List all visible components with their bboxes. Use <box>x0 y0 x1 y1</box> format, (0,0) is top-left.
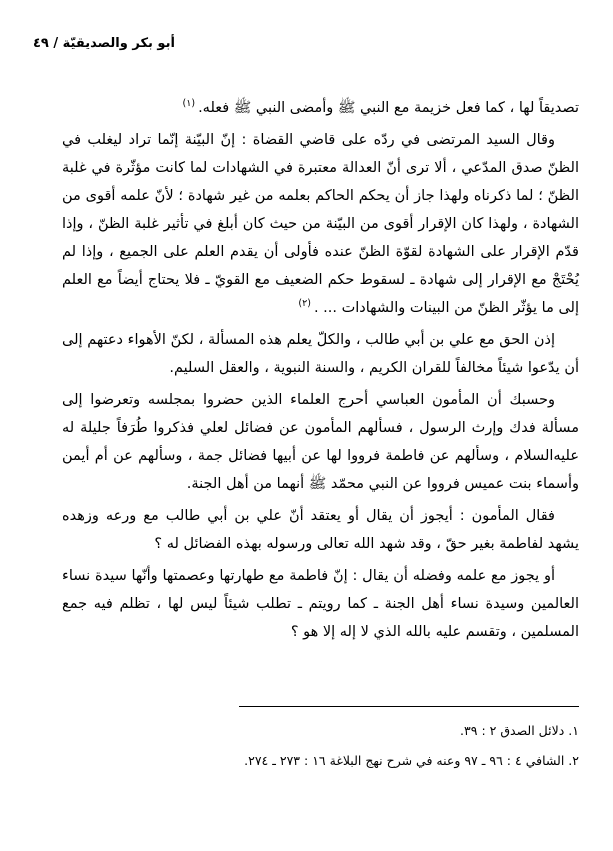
paragraph-text: وحسبك أن المأمون العباسي أحرج العلماء الذين حضروا بمجلسه وتعرضوا إلى مسألة فدك وإرث الرسول ، فسألهم المأمون عن فضائل لعلي فذكروا طُرَفاً جليلة له عليه‌السلام ، وسألهم عن فاطمة فرووا لها عن أبيها فضائل جمة ، وسألهم عن أم أيمن وأسماء بنت عميس فرووا عن النبي محمّد ﷺ أنهما من أهل الجنة. <box>62 392 579 492</box>
paragraph <box>62 502 579 558</box>
paragraph <box>62 126 579 322</box>
paragraph-text: أو يجوز مع علمه وفضله أن يقال : إنّ فاطمة مع طهارتها وعصمتها وأنّها سيدة نساء العالمين وسيدة نساء أهل الجنة ـ كما رويتم ـ تطلب شيئاً ليس لها ، تظلم فيه جمع المسلمين ، وتقسم عليه بالله الذي لا إله إلا هو ؟ <box>62 568 579 640</box>
paragraph-text: فقال المأمون : أيجوز أن يقال أو يعتقد أنّ علي بن أبي طالب مع ورعه وزهده يشهد لفاطمة بغير حقّ ، وقد شهد الله تعالى ورسوله بهذه الفضائل له ؟ <box>62 508 579 552</box>
footnote-reference: (١) <box>182 98 199 109</box>
paragraph <box>62 386 579 498</box>
paragraph <box>62 326 579 382</box>
footnote-area <box>34 706 579 776</box>
footnote-separator-rule <box>239 706 579 707</box>
paragraph-text: تصديقاً لها ، كما فعل خزيمة مع النبي ﷺ وأمضى النبي ﷺ فعله. <box>198 100 579 116</box>
paragraph-text: وقال السيد المرتضى في ردّه على قاضي القضاة : إنّ البيّنة إنّما تراد ليغلب في الظنّ صدق المدّعي ، ألا ترى أنّ العدالة معتبرة في الشهادات لما كانت مؤثّرة في غلبة الظنّ ؛ لما ذكرناه ولهذا جاز أن يحكم الحاكم بعلمه من غير شهادة ؛ لأنّ علمه أقوى من الشهادة ، ولهذا كان الإقرار أقوى من البيّنة من حيث كان أبلغ في تأثير غلبة الظنّ ، وإذا قدّم الإقرار على الشهادة لقوّة الظنّ عنده فأولى أن يقدم العلم على الجميع ، وإذا لم يُحْتَجْ مع الإقرار إلى شهادة ـ لسقوط حكم الضعيف مع القويّ ـ فلا يحتاج أيضاً مع العلم إلى ما يؤثّر الظنّ من البينات والشهادات ... . <box>62 132 579 316</box>
footnotes <box>34 716 579 776</box>
paragraph <box>62 562 579 646</box>
footnote-reference: (٢) <box>298 298 314 309</box>
paragraph-text: إذن الحق مع علي بن أبي طالب ، والكلّ يعلم هذه المسألة ، لكنّ الأهواء دعتهم إلى أن يدّعوا شيئاً مخالفاً للقران الكريم ، والسنة النبوية ، والعقل السليم. <box>62 332 579 376</box>
running-title-and-page-number: أبو بكر والصديقيّة / ٤٩ <box>33 36 175 51</box>
body-text <box>62 94 579 650</box>
page-header <box>33 36 175 51</box>
footnote-line: ٢. الشافي ٤ : ٩٦ ـ ٩٧ وعنه في شرح نهج البلاغة ١٦ : ٢٧٣ ـ ٢٧٤. <box>244 753 579 768</box>
footnote-line: ١. دلائل الصدق ٢ : ٣٩. <box>460 723 579 738</box>
paragraph <box>62 94 579 122</box>
